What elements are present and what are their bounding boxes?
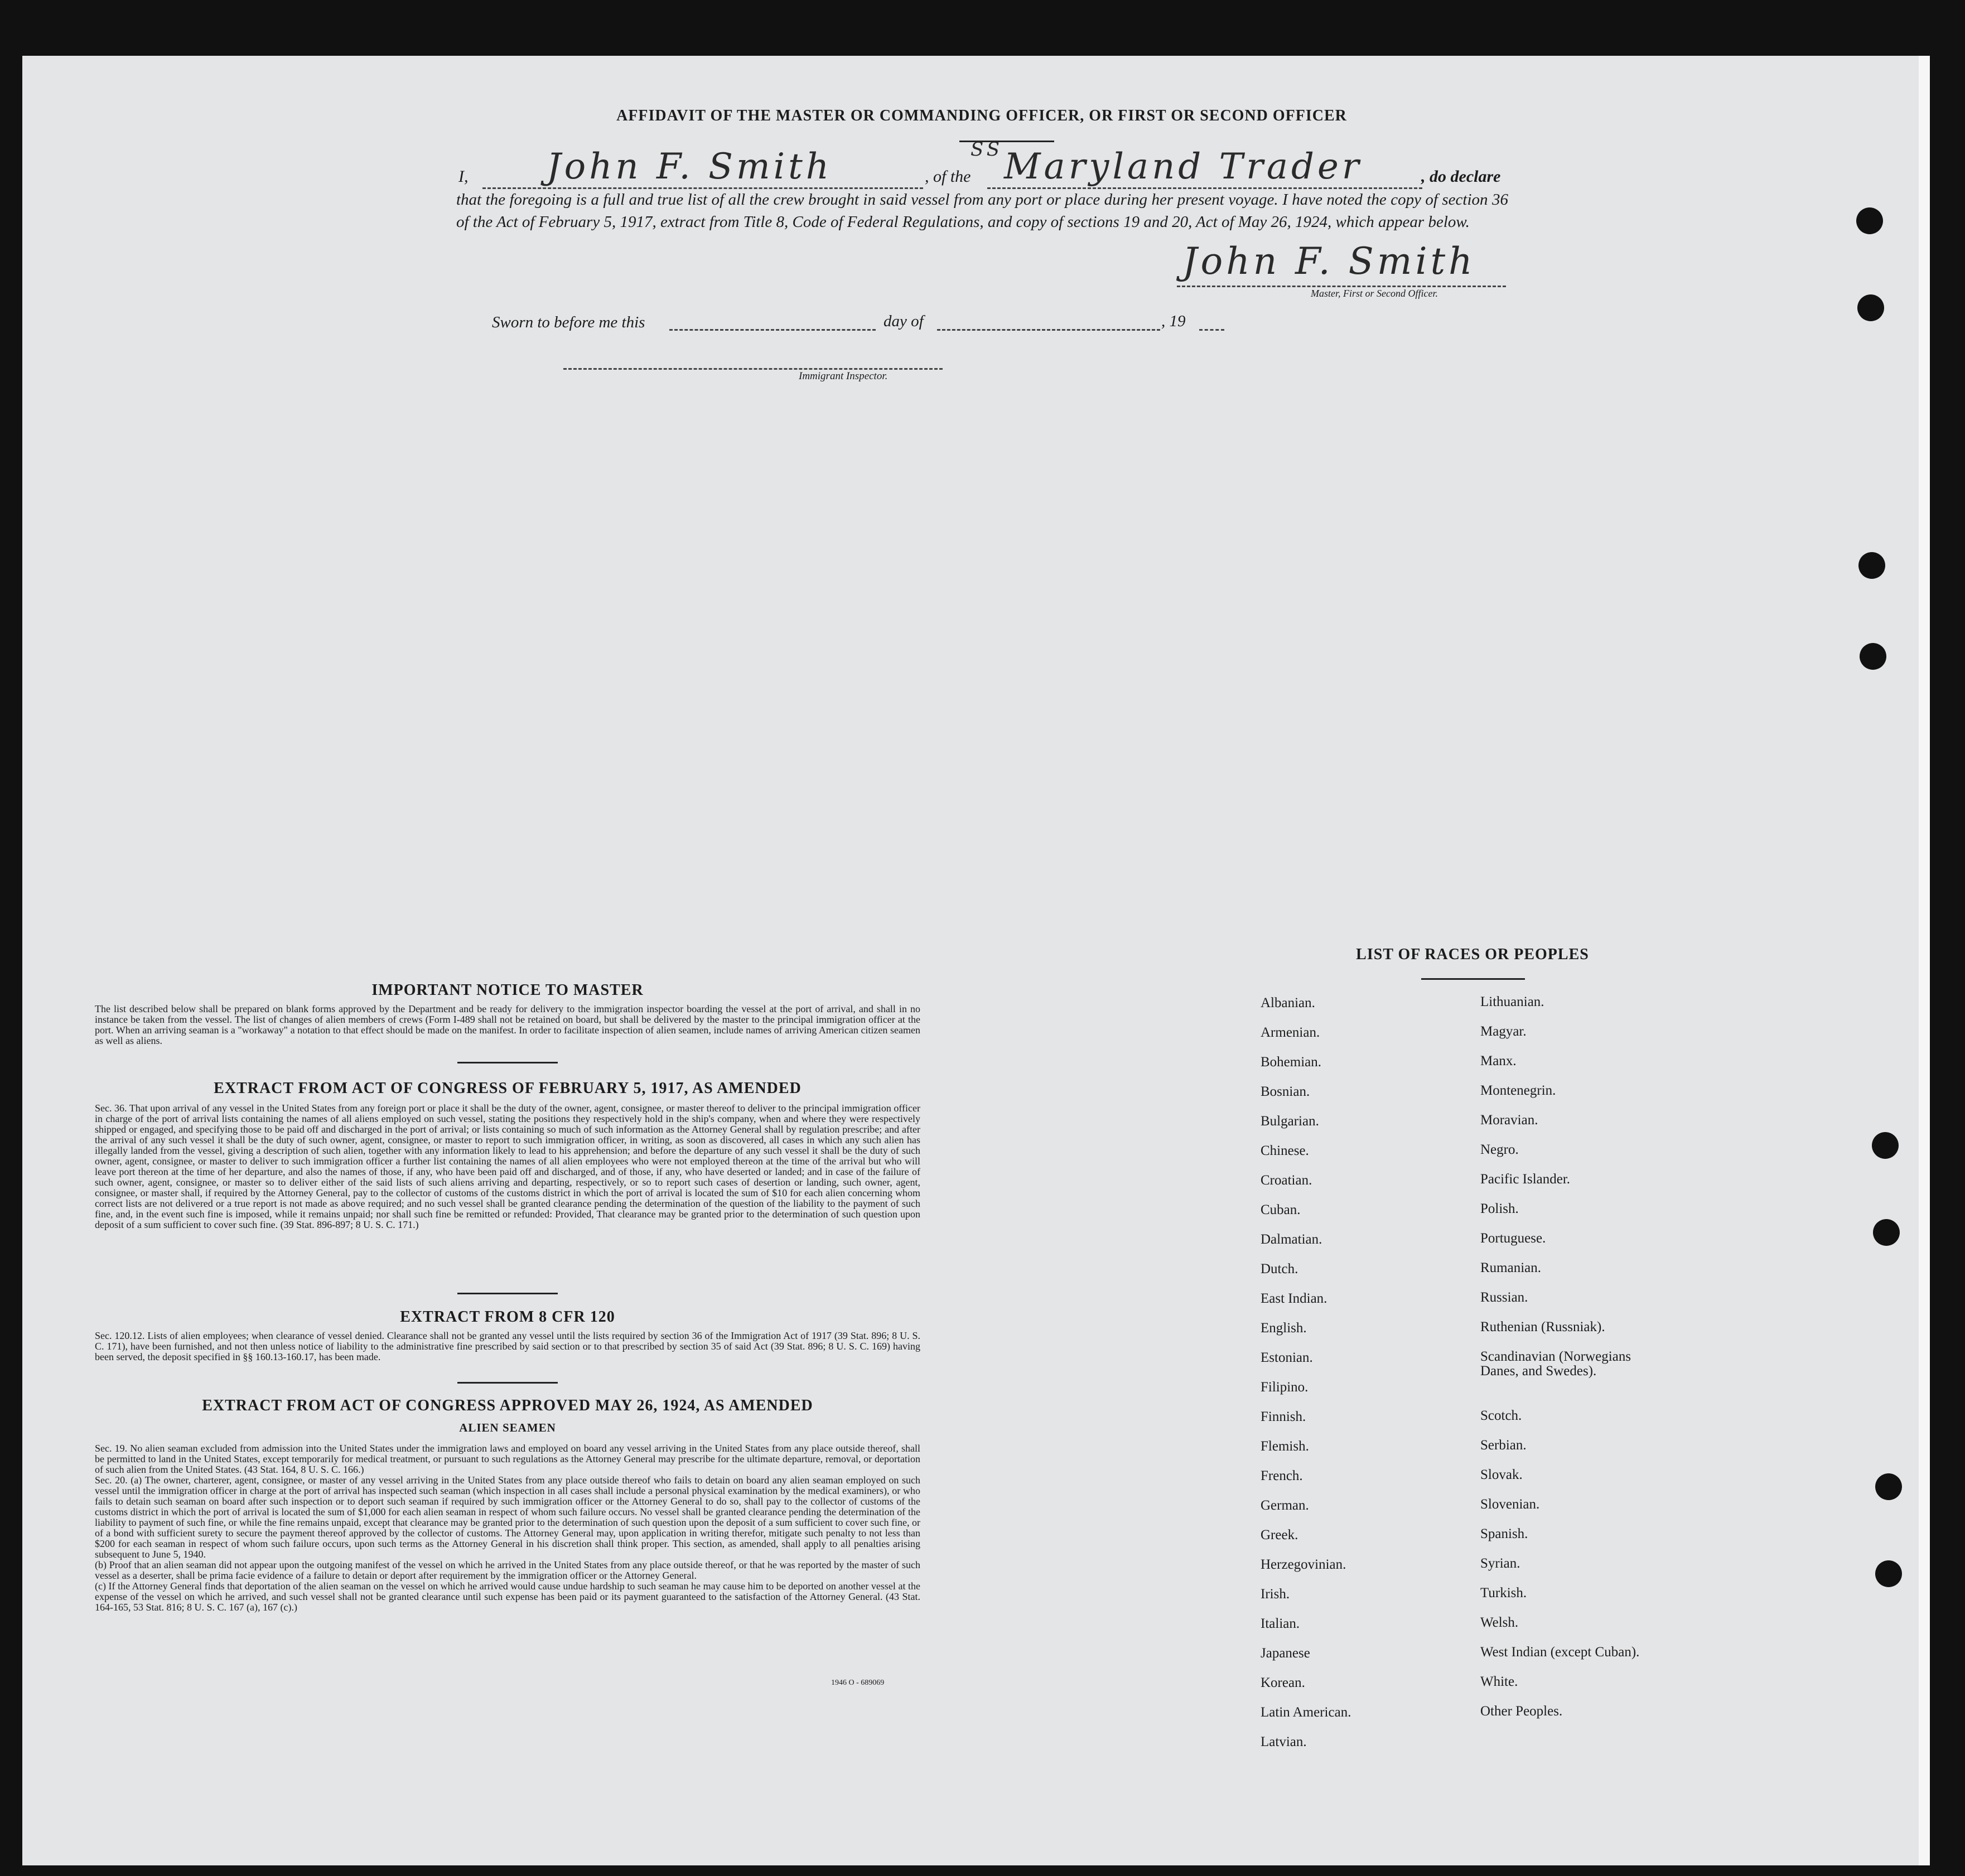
sworn-date-line	[669, 329, 876, 331]
year-label: , 19	[1161, 312, 1186, 330]
binder-hole	[1875, 1560, 1902, 1587]
races-rule	[1421, 978, 1525, 980]
divider	[457, 1293, 558, 1294]
race-item: Syrian.	[1480, 1556, 1520, 1571]
affidavit-body: that the foregoing is a full and true list of all the crew brought in said vessel from any port or place during her present voyage. I have noted the copy of section 36 of the Act of February 5, 1917, extract from Title 8, Code of Federal Regulations, and copy of sections 19 and 20, Act of May 26, 1924, which appear below.	[456, 191, 1508, 231]
binder-hole	[1856, 207, 1883, 234]
year-line	[1199, 329, 1224, 331]
race-item: Polish.	[1480, 1201, 1519, 1216]
race-item: Bosnian.	[1261, 1084, 1310, 1099]
race-item: Latvian.	[1261, 1734, 1307, 1749]
race-item: Albanian.	[1261, 995, 1315, 1010]
race-item: Russian.	[1480, 1290, 1528, 1305]
races-title: LIST OF RACES OR PEOPLES	[1356, 946, 1589, 963]
extract-1917-title: EXTRACT FROM ACT OF CONGRESS OF FEBRUARY 5, 1917, AS AMENDED	[214, 1080, 802, 1097]
race-item: Montenegrin.	[1480, 1083, 1556, 1098]
signature-caption: Master, First or Second Officer.	[1311, 288, 1438, 299]
race-item: Dalmatian.	[1261, 1232, 1322, 1247]
race-item: Bulgarian.	[1261, 1114, 1319, 1129]
extract-1924-text: Sec. 19. No alien seaman excluded from admission into the United States under the immigration laws and employed on board any vessel arriving in the United States from any place outside thereof, shall be permitted to land in the United States, except temporarily for medical treatment, or pursuant to such regulations as the Attorney General may prescribe for the ultimate departure, removal, or deportation of such alien from the United States. (43 Stat. 164, 8 U. S. C. 166.) Sec. 20. (a) The owner, charterer, agent, consignee, or master of any vessel arriving in the United States from any place outside thereof who fails to detain on board any alien seaman employed on such vessel until the immigration officer in charge at the port of arrival has inspected such seaman (which inspection in all cases shall include a personal physical examination by the medical examiners), or who fails to detain such seaman on board after such inspection or to deport such seaman if required by such immigration officer or the Attorney General to do so, shall pay to the collector of customs of the customs district in which the port of arrival is located the sum of $1,000 for each alien seaman in respect of whom such failure occurs. No vessel shall be granted clearance pending the determination of the liability to payment of such fine, or while the fine remains unpaid, except that clearance may be granted prior to the determination of such question upon the deposit of a sum sufficient to cover such fine, or of a bond with sufficient surety to secure the payment thereof approved by the collector of customs. The Attorney General may, upon application in writing therefor, mitigate such penalty to not less than $200 for each seaman in respect of whom such failure occurs, upon such terms as the Attorney General in his discretion shall think proper. This section, as amended, shall apply to all penalties arising subsequent to June 5, 1940. (b) Proof that an alien seaman did not appear upon the outgoing manifest of the vessel on which he arrived in the United States from any place outside thereof, or that he was reported by the master of such vessel as a deserter, shall be prima facie evidence of a failure to detain or deport after requirement by the immigration officer or the Attorney General. (c) If the Attorney General finds that deportation of the alien seaman on the vessel on which he arrived would cause undue hardship to such seaman he may cause him to be deported on another vessel at the expense of the vessel on which he arrived, and such vessel shall not be granted clearance until such expense has been paid or its payment guaranteed to the satisfaction of the Attorney General. (43 Stat. 164-165, 53 Stat. 816; 8 U. S. C. 167 (a), 167 (c).)	[95, 1443, 920, 1613]
race-item: Rumanian.	[1480, 1260, 1542, 1275]
race-item: Spanish.	[1480, 1526, 1528, 1541]
binder-hole	[1875, 1473, 1902, 1500]
extract-cfr-title: EXTRACT FROM 8 CFR 120	[400, 1308, 615, 1326]
race-item: Moravian.	[1480, 1113, 1538, 1128]
master-name: John F. Smith	[547, 146, 833, 187]
race-item: East Indian.	[1261, 1291, 1327, 1306]
race-item: Manx.	[1480, 1053, 1517, 1068]
inspector-line	[563, 368, 943, 370]
race-item: Magyar.	[1480, 1024, 1527, 1039]
extract-1924-title: EXTRACT FROM ACT OF CONGRESS APPROVED MAY 26, 1924, AS AMENDED	[202, 1397, 813, 1414]
binder-hole	[1860, 643, 1886, 670]
month-line	[937, 329, 1160, 331]
race-item: Latin American.	[1261, 1705, 1351, 1720]
affidavit-title: AFFIDAVIT OF THE MASTER OR COMMANDING OFFICER, OR FIRST OR SECOND OFFICER	[616, 107, 1347, 124]
race-item: Croatian.	[1261, 1173, 1312, 1188]
day-of-label: day of	[883, 312, 924, 330]
race-item: Portuguese.	[1480, 1231, 1546, 1246]
vessel-prefix: SS	[971, 138, 1003, 161]
extract-1924-subtitle: ALIEN SEAMEN	[459, 1421, 556, 1434]
race-item: Irish.	[1261, 1587, 1290, 1602]
i-label: I,	[458, 167, 469, 186]
race-item: English.	[1261, 1321, 1307, 1336]
divider	[457, 1382, 558, 1384]
extract-1917-text: Sec. 36. That upon arrival of any vessel in the United States from any foreign port or place it shall be the duty of the owner, agent, consignee, or master thereof to deliver to the principal immigration officer in charge of the port of arrival lists containing the names of all aliens employed on such vessel, stating the positions they respectively hold in the ship's company, when and where they were respectively shipped or engaged, and specifying those to be paid off and discharged in the port of arrival; or lists containing so much of such information as the Attorney General shall by regulation prescribe; and after the arrival of any such vessel it shall be the duty of such owner, agent, consignee, or master to report to such immigration officer, in writing, as soon as discovered, all cases in which any such alien has illegally landed from the vessel, giving a description of such alien, together with any information likely to lead to his apprehension; and before the departure of any such vessel it shall be the duty of such owner, agent, consignee, or master to deliver to such immigration officer a further list containing the names of all alien employees who were not employed thereon at the time of the arrival but who will leave port thereon at the time of her departure, and also the names of those, if any, who have been paid off and discharged, and of those, if any, who have deserted or landed; and in case of the failure of such owner, agent, consignee, or master so to deliver either of the said lists of such aliens arriving and departing, respectively, or so to report such cases of desertion or landing, such owner, agent, consignee, or master shall, if required by the Attorney General, pay to the collector of customs of the customs district in which the port of arrival is located the sum of $10 for each alien concerning whom correct lists are not delivered or a true report is not made as above required; and no such vessel shall be granted clearance pending the determination of the question of the liability to the payment of such fine, and, in the event such fine is imposed, while it remains unpaid; nor shall such fine be remitted or refunded: Provided, That clearance may be granted prior to the determination of such question upon deposit of a sum sufficient to cover such fine. (39 Stat. 896-897; 8 U. S. C. 171.)	[95, 1103, 920, 1230]
race-item: Scotch.	[1480, 1408, 1522, 1423]
race-item: Dutch.	[1261, 1261, 1298, 1277]
race-item: Serbian.	[1480, 1438, 1527, 1453]
notice-text: The list described below shall be prepared on blank forms approved by the Department and be ready for delivery to the immigration inspector boarding the vessel at the port of arrival, and shall in no instance be taken from the vessel. The list of changes of alien members of crews (Form I-489 shall not be retained on board, but shall be delivered by the master to the principal immigration officer at the port. When an arriving seaman is a "workaway" a notation to that effect should be made on the manifest. In order to facilitate inspection of alien seamen, include names of arriving American citizen seamen as well as aliens.	[95, 1003, 920, 1046]
vessel-name: Maryland Trader	[1004, 146, 1363, 187]
race-item: German.	[1261, 1498, 1309, 1513]
do-declare-label: , do declare	[1421, 167, 1501, 186]
race-item: Herzegovinian.	[1261, 1557, 1346, 1572]
master-signature: John F. Smith	[1182, 240, 1476, 283]
race-item: Finnish.	[1261, 1409, 1306, 1424]
race-item: Slovenian.	[1480, 1497, 1540, 1512]
binder-hole	[1873, 1219, 1900, 1246]
race-item: Chinese.	[1261, 1143, 1309, 1158]
binder-hole	[1858, 552, 1885, 579]
binder-hole	[1872, 1132, 1899, 1159]
race-item: Lithuanian.	[1480, 994, 1544, 1009]
race-item: Turkish.	[1480, 1585, 1527, 1601]
race-item: Cuban.	[1261, 1202, 1301, 1217]
inspector-caption: Immigrant Inspector.	[799, 370, 888, 382]
of-the-label: , of the	[925, 167, 971, 186]
race-item: Filipino.	[1261, 1380, 1309, 1395]
notice-title: IMPORTANT NOTICE TO MASTER	[371, 981, 644, 999]
race-item: Slovak.	[1480, 1467, 1523, 1482]
race-item: Armenian.	[1261, 1025, 1320, 1040]
race-item: Pacific Islander.	[1480, 1172, 1571, 1187]
race-item: West Indian (except Cuban).	[1480, 1645, 1640, 1660]
race-item: Ruthenian (Russniak).	[1480, 1319, 1605, 1335]
race-item: Italian.	[1261, 1616, 1300, 1631]
race-item: Welsh.	[1480, 1615, 1519, 1630]
race-item: Flemish.	[1261, 1439, 1309, 1454]
race-item: French.	[1261, 1468, 1303, 1483]
binder-hole	[1857, 294, 1884, 321]
sworn-label: Sworn to before me this	[492, 313, 645, 331]
race-item: Japanese	[1261, 1646, 1310, 1661]
race-item: Negro.	[1480, 1142, 1519, 1157]
race-item: Bohemian.	[1261, 1055, 1322, 1070]
race-item: Korean.	[1261, 1675, 1305, 1690]
race-item: Greek.	[1261, 1527, 1298, 1543]
race-item: Other Peoples.	[1480, 1704, 1563, 1719]
extract-cfr-text: Sec. 120.12. Lists of alien employees; when clearance of vessel denied. Clearance shall not be granted any vessel until the lists required by section 36 of the Immigration Act of 1917 (39 Stat. 896; 8 U. S. C. 171), have been furnished, and not then unless notice of liability to the administrative fine prescribed by said section or to that prescribed by section 35 of said Act (39 Stat. 896; 8 U. S. C. 169) having been served, the deposit specified in §§ 160.13-160.17, has been made.	[95, 1330, 920, 1362]
race-item: White.	[1480, 1674, 1518, 1689]
signature-line	[1177, 286, 1506, 287]
print-code: 1946 O - 689069	[831, 1679, 885, 1687]
divider	[457, 1062, 558, 1063]
race-item: Scandinavian (Norwegians Danes, and Swedes).	[1480, 1349, 1631, 1379]
race-item: Estonian.	[1261, 1350, 1313, 1365]
